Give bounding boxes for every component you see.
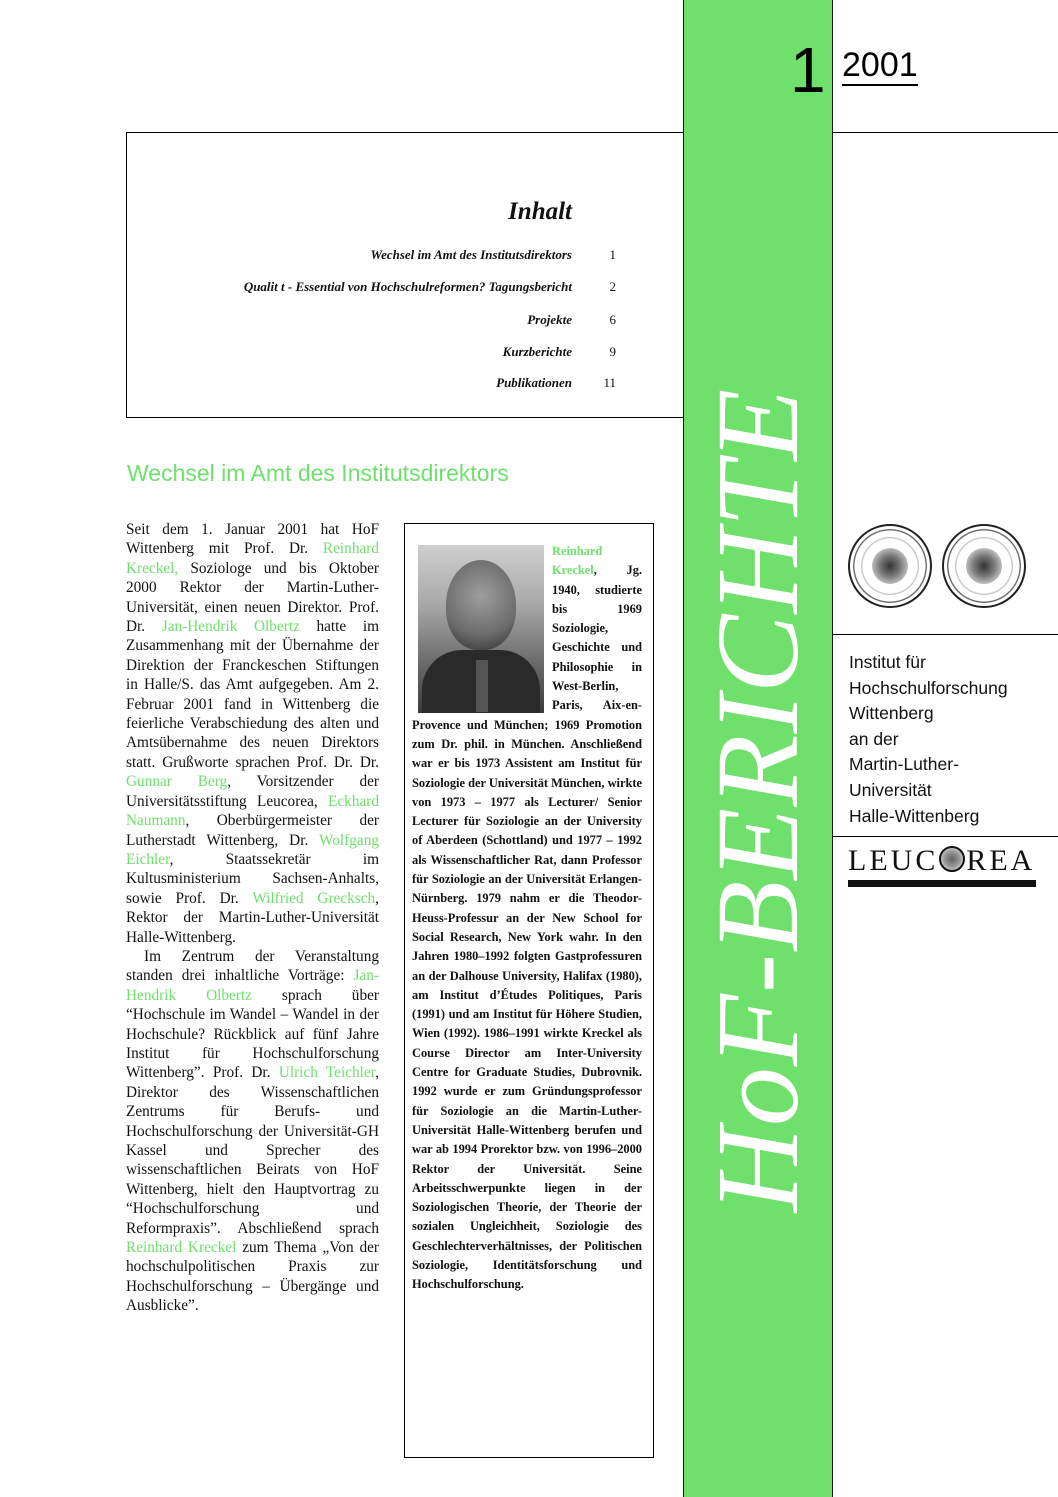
person-name: Gunnar Berg <box>126 773 228 791</box>
toc-item-label: Wechsel im Amt des Institutsdirektors <box>370 247 572 262</box>
toc-item-label: Projekte <box>527 312 572 327</box>
leucorea-logo <box>848 846 1035 876</box>
paragraph-text: Seit dem 1. Januar 2001 hat HoF Wittenberg mit Prof. Dr. <box>126 521 379 558</box>
toc-item[interactable] <box>116 344 616 364</box>
masthead-title: HoF-BERICHTE <box>692 387 823 1213</box>
seal-icon <box>848 524 932 608</box>
person-name: Reinhard Kreckel, <box>126 540 379 577</box>
toc-item[interactable] <box>116 247 616 267</box>
issue-number: 1 <box>790 34 826 106</box>
toc-item-page: 11 <box>603 375 616 390</box>
institute-rule-top <box>833 634 1058 635</box>
toc-item[interactable] <box>116 279 616 299</box>
person-name: Jan-Hendrik Olbertz <box>161 618 300 636</box>
paragraph-text: zum Thema „Von der hochschulpolitischen Praxis zur Hochschulforschung – Übergänge und Ausblicke”. <box>126 1239 379 1315</box>
bio-body: , Jg. 1940, studierte bis 1969 Soziologie, Geschichte und Philosophie in West-Berlin, Paris, Aix-en-Provence und München; 1969 Promotion zum Dr. phil. in München. Anschließend war er bis 1973 Assistent am Institut für Soziologie der Universität München, wirkte von 1973 – 1977 als Lecturer/ Senior Lecturer für Soziologie an der University of Aberdeen (Schottland) und 1977 – 1992 als Wissenschaftlicher Rat, dann Professor für Soziologie an der Universität Erlangen-Nürnberg. 1979 nahm er die Theodor-Heuss-Professur an der New School for Social Research, New York wahr. In den Jahren 1980–1992 folgten Gastprofessuren an der Dalhouse University, Halifax (1980), am Institut d’Études Politiques, Paris (1991) und am Institut für Höhere Studien, Wien (1992). 1986–1991 wirkte Kreckel als Course Director am Inter-University Centre for Graduate Studies, Dubrovnik. 1992 wurde er zum Gründungsprofessor für Soziologie an die Martin-Luther-Universität Halle-Wittenberg berufen und war ab 1994 Prorektor bzw. von 1996–2000 Rektor der Universität. Seine Arbeitsschwerpunkte liegen in der Soziologischen Theorie, der Theorie der sozialen Ungleichheit, Soziologie des Geschlechterverhältnisses, der Politischen Soziologie, Identitätsforschung und Hochschulforschung. <box>412 563 643 1292</box>
toc-item[interactable] <box>116 312 616 332</box>
toc-item-label: Qualit t - Essential von Hochschulreformen? Tagungsbericht <box>243 279 572 294</box>
paragraph-text: , Staatssekretär im Kultusministerium Sachsen-Anhalts, sowie Prof. Dr. <box>126 850 379 907</box>
toc-item-page: 6 <box>609 312 616 327</box>
seal-icon <box>942 524 1026 608</box>
institute-name <box>849 650 1049 829</box>
bio-text <box>412 542 642 1295</box>
person-name: Reinhard Kreckel <box>126 1239 237 1257</box>
issue-year: 2001 <box>842 46 918 84</box>
toc-item-page: 2 <box>609 279 616 294</box>
paragraph-text: sprach über “Hochschule im Wandel – Wandel in der Hochschule? Rückblick auf fünf Jahre Institut für Hochschulforschung Wittenberg”. Prof. Dr. <box>126 986 379 1082</box>
toc-item[interactable] <box>116 375 616 395</box>
toc-item-label: Kurzberichte <box>502 344 572 359</box>
article-heading: Wechsel im Amt des Institutsdirektors <box>127 460 509 486</box>
person-name: Jan-Hendrik Olbertz <box>126 967 379 1004</box>
paragraph-text: , Rektor der Martin-Luther-Universität Halle-Wittenberg. <box>126 889 379 946</box>
logo-bar <box>848 880 1036 887</box>
institute-rule-bottom <box>833 836 1058 837</box>
toc-item-label: Publikationen <box>496 375 572 390</box>
toc-item-page: 1 <box>609 247 616 262</box>
logo-text-left: LEUC <box>848 844 939 877</box>
photo-spacer <box>412 542 552 714</box>
paragraph-text: , Direktor des Wissenschaftlichen Zentrums für Berufs- und Hochschulforschung der Universität-GH Kassel und Sprecher des wissenschaftlichen Beirats von HoF Wittenberg, hielt den Hauptvortrag zu “Hochschulforschung und Reformpraxis”. Abschließend sprach <box>126 1064 380 1237</box>
institute-line: Institut für <box>849 652 926 672</box>
header-rule <box>833 132 1058 133</box>
institute-line: Wittenberg <box>849 703 934 724</box>
institute-line: an der <box>849 728 899 749</box>
article-body <box>126 520 379 1316</box>
person-name: Ulrich Teichler <box>278 1064 376 1082</box>
paragraph-text: Soziologe und bis Oktober 2000 Rektor der Martin-Luther-Universität, einen neuen Direktor. Prof. Dr. <box>126 559 379 636</box>
article-paragraph <box>126 947 379 1316</box>
institute-line: Martin-Luther- <box>849 754 959 775</box>
logo-text-right: REA <box>966 844 1036 877</box>
person-name: Eckhard Naumann <box>126 792 379 830</box>
person-name: Wilfried Grecksch <box>252 889 376 907</box>
toc-item-page: 9 <box>609 344 616 359</box>
article-paragraph <box>126 520 379 947</box>
paragraph-text: , Oberbürgermeister der Lutherstadt Wittenberg, Dr. <box>126 812 379 849</box>
paragraph-text: Im Zentrum der Veranstaltung standen drei inhaltliche Vorträge: <box>126 947 379 985</box>
toc-heading: Inhalt <box>508 198 572 225</box>
institute-line: Hochschulforschung <box>849 677 1008 698</box>
institute-line: Halle-Wittenberg <box>849 805 980 826</box>
university-seals <box>848 524 1028 610</box>
logo-seal-icon <box>939 846 965 872</box>
institute-line: Universität <box>849 779 932 800</box>
paragraph-text: , Vorsitzender der Universitätsstiftung Leucorea, <box>126 773 379 810</box>
bio-name: Reinhard Kreckel <box>552 544 603 578</box>
person-name: Wolfgang Eichler <box>126 831 379 868</box>
paragraph-text: hatte im Zusammenhang mit der Übernahme der Direktion der Franckeschen Stiftungen in Halle/S. das Amt aufgegeben. Am 2. Februar 2001 fand in Wittenberg die feierliche Verabschiedung des alten und Amtsübernahme des neuen Direktors statt. Grußworte sprachen Prof. Dr. Dr. <box>126 618 379 771</box>
